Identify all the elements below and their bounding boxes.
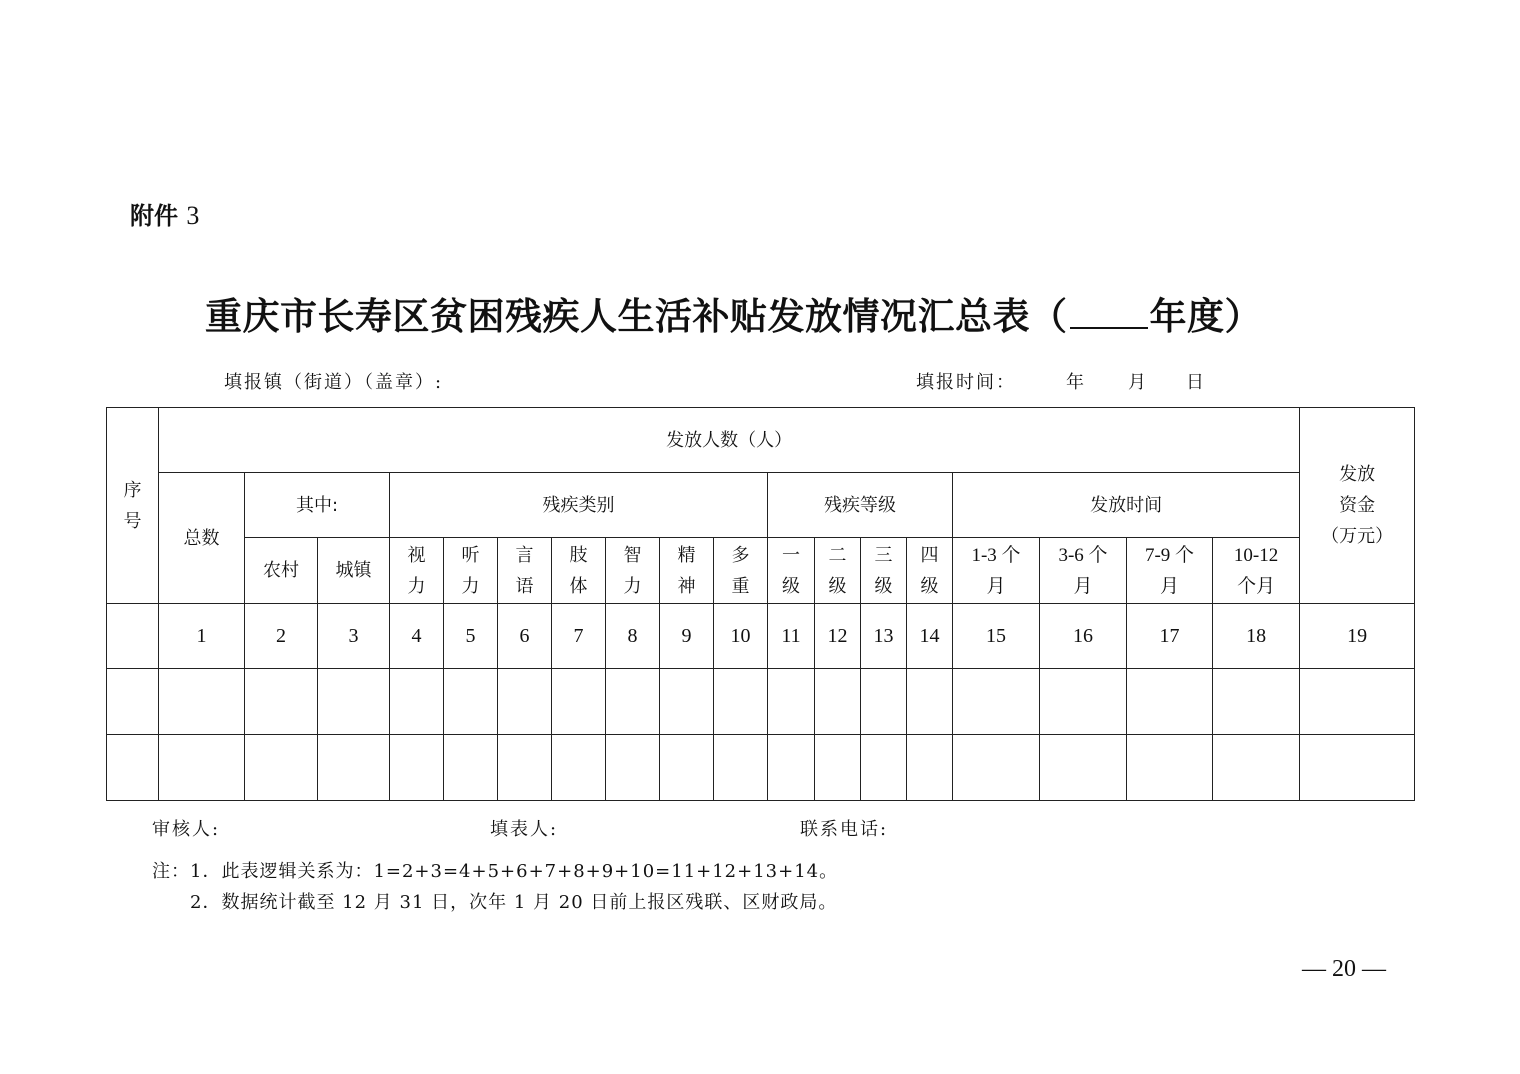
header-category-cell [606, 538, 660, 604]
header-seq [107, 408, 159, 604]
period-1-b: 月 [1073, 575, 1093, 597]
data-cell[interactable] [815, 669, 861, 735]
funds-line1: 发放 [1339, 464, 1376, 485]
note-1: 注：1．此表逻辑关系为：1=2+3=4+5+6+7+8+9+10=11+12+13+14。 [152, 861, 839, 882]
data-cell[interactable] [861, 735, 907, 801]
column-number-cell: 9 [660, 604, 714, 669]
header-category-cell [552, 538, 606, 604]
grade-2-b: 级 [874, 575, 893, 597]
grade-1-a: 二 [828, 544, 847, 566]
period-0-a: 1-3 个 [971, 544, 1021, 566]
cat-1-a: 听 [461, 544, 480, 566]
data-cell[interactable] [606, 735, 660, 801]
period-1-a: 3-6 个 [1058, 544, 1108, 566]
data-cell[interactable] [861, 669, 907, 735]
number-cell-empty [107, 604, 159, 669]
data-cell[interactable] [953, 735, 1040, 801]
funds-line2: 资金 [1339, 495, 1376, 516]
data-cell[interactable] [107, 669, 159, 735]
period-0-b: 月 [986, 575, 1006, 597]
column-number-cell: 5 [444, 604, 498, 669]
attachment-prefix: 附件 [130, 202, 178, 230]
header-grade-cell [861, 538, 907, 604]
funds-line3: （万元） [1321, 526, 1394, 547]
data-cell[interactable] [444, 735, 498, 801]
cat-6-b: 重 [731, 575, 750, 597]
header-total: 总数 [159, 473, 245, 604]
column-number-cell: 4 [390, 604, 444, 669]
data-cell[interactable] [444, 669, 498, 735]
cat-4-b: 力 [623, 575, 642, 597]
cat-0-b: 力 [407, 575, 426, 597]
cat-2-a: 言 [515, 544, 534, 566]
column-number-cell: 16 [1040, 604, 1127, 669]
grade-0-a: 一 [782, 544, 800, 566]
grade-3-a: 四 [920, 544, 939, 566]
document-title [205, 286, 1262, 340]
data-cell[interactable] [1127, 735, 1213, 801]
header-grade-cell [768, 538, 815, 604]
data-cell[interactable] [768, 735, 815, 801]
title-suffix: 年度） [1149, 294, 1262, 338]
column-number-cell: 18 [1213, 604, 1300, 669]
header-category-cell [660, 538, 714, 604]
header-category-cell [444, 538, 498, 604]
cat-0-a: 视 [407, 544, 426, 566]
header-people-count: 发放人数（人） [159, 408, 1300, 473]
phone-label: 联系电话: [800, 819, 889, 840]
data-cell[interactable] [768, 669, 815, 735]
header-among: 其中: [245, 473, 390, 538]
data-cell[interactable] [498, 735, 552, 801]
cat-2-b: 语 [515, 575, 534, 597]
header-grade: 残疾等级 [768, 473, 953, 538]
month-label: 月 [1128, 372, 1148, 393]
seq-line1: 序 [123, 479, 142, 501]
data-cell[interactable] [1040, 669, 1127, 735]
column-number-cell: 15 [953, 604, 1040, 669]
data-cell[interactable] [159, 669, 245, 735]
data-cell[interactable] [552, 735, 606, 801]
data-cell[interactable] [1300, 735, 1415, 801]
column-number-cell: 7 [552, 604, 606, 669]
year-label: 年 [1066, 372, 1086, 393]
data-cell[interactable] [953, 669, 1040, 735]
data-cell[interactable] [107, 735, 159, 801]
note-2: 2．数据统计截至 12 月 31 日，次年 1 月 20 日前上报区残联、区财政局。 [190, 892, 838, 913]
data-cell[interactable] [390, 735, 444, 801]
reporting-time-label: 填报时间： [916, 372, 1016, 393]
grade-3-b: 级 [920, 575, 939, 597]
data-cell[interactable] [606, 669, 660, 735]
data-cell[interactable] [552, 669, 606, 735]
year-blank [1070, 297, 1148, 329]
column-number-cell: 19 [1300, 604, 1415, 669]
header-grade-cell [815, 538, 861, 604]
column-number-cell: 14 [907, 604, 953, 669]
header-time: 发放时间 [953, 473, 1300, 538]
cat-5-a: 精 [677, 544, 696, 566]
column-number-cell: 8 [606, 604, 660, 669]
header-grade-cell [907, 538, 953, 604]
data-cell[interactable] [390, 669, 444, 735]
cat-3-a: 肢 [569, 544, 588, 566]
cat-1-b: 力 [461, 575, 480, 597]
header-period-cell [1127, 538, 1213, 604]
header-urban: 城镇 [318, 538, 390, 604]
attachment-number: 3 [186, 201, 200, 230]
data-cell[interactable] [245, 669, 318, 735]
column-number-row [107, 604, 1415, 669]
grade-1-b: 级 [828, 575, 847, 597]
column-number-cell: 11 [768, 604, 815, 669]
data-cell[interactable] [1127, 669, 1213, 735]
header-category: 残疾类别 [390, 473, 768, 538]
data-row [107, 735, 1415, 801]
reviewer-label: 审核人: [152, 819, 221, 840]
cat-5-b: 神 [677, 575, 696, 597]
data-cell[interactable] [1300, 669, 1415, 735]
column-number-cell: 1 [159, 604, 245, 669]
data-cell[interactable] [815, 735, 861, 801]
title-main: 重庆市长寿区贫困残疾人生活补贴发放情况汇总表（ [205, 294, 1068, 338]
column-number-cell: 6 [498, 604, 552, 669]
period-2-b: 月 [1159, 575, 1179, 597]
summary-table [106, 407, 1415, 801]
header-period-cell [1040, 538, 1127, 604]
header-period-cell [1213, 538, 1300, 604]
period-3-a: 10-12 [1233, 544, 1279, 566]
header-funds [1300, 408, 1415, 604]
header-category-cell [498, 538, 552, 604]
page-number: — 20 — [1302, 956, 1386, 982]
data-cell[interactable] [318, 669, 390, 735]
column-number-cell: 12 [815, 604, 861, 669]
column-number-cell: 2 [245, 604, 318, 669]
column-number-cell: 10 [714, 604, 768, 669]
header-rural: 农村 [245, 538, 318, 604]
data-row [107, 669, 1415, 735]
data-cell[interactable] [1040, 735, 1127, 801]
header-category-cell [390, 538, 444, 604]
data-cell[interactable] [714, 735, 768, 801]
data-cell[interactable] [498, 669, 552, 735]
filler-label: 填表人: [490, 819, 559, 840]
attachment-label [130, 196, 199, 231]
data-cell[interactable] [1213, 735, 1300, 801]
period-3-b: 个月 [1237, 575, 1276, 597]
data-cell[interactable] [660, 669, 714, 735]
seq-line2: 号 [123, 510, 142, 532]
cat-6-a: 多 [731, 544, 750, 566]
column-number-cell: 13 [861, 604, 907, 669]
header-category-cell [714, 538, 768, 604]
data-cell[interactable] [660, 735, 714, 801]
grade-2-a: 三 [874, 544, 893, 566]
cat-4-a: 智 [623, 544, 642, 566]
data-cell[interactable] [318, 735, 390, 801]
header-period-cell [953, 538, 1040, 604]
data-cell[interactable] [1213, 669, 1300, 735]
data-cell[interactable] [245, 735, 318, 801]
day-label: 日 [1186, 372, 1206, 393]
column-number-cell: 3 [318, 604, 390, 669]
data-cell[interactable] [159, 735, 245, 801]
column-number-cell: 17 [1127, 604, 1213, 669]
data-cell[interactable] [907, 669, 953, 735]
grade-0-b: 级 [782, 575, 800, 597]
reporting-unit-label: 填报镇（街道）（盖章）: [224, 372, 444, 393]
period-2-a: 7-9 个 [1144, 544, 1195, 566]
data-cell[interactable] [907, 735, 953, 801]
cat-3-b: 体 [569, 575, 588, 597]
data-cell[interactable] [714, 669, 768, 735]
